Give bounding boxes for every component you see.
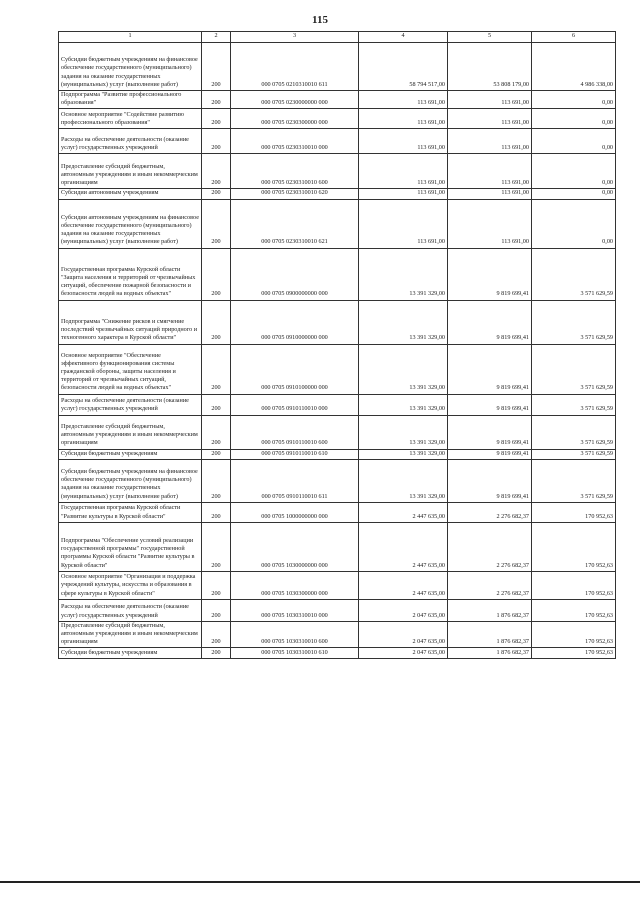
approved-amount-text: 13 391 329,00	[409, 492, 445, 500]
unexecuted-amount	[532, 459, 616, 502]
row-name-cell	[59, 199, 202, 248]
row-name-cell	[59, 300, 202, 344]
row-name-cell	[59, 109, 202, 129]
budget-classification-code-text: 000 0705 1030300000 000	[261, 589, 328, 597]
approved-amount	[359, 502, 448, 522]
row-code-cell-text: 200	[211, 334, 221, 342]
row-code-cell	[202, 394, 231, 415]
row-name-cell	[59, 571, 202, 599]
executed-amount	[448, 344, 532, 394]
budget-classification-code	[231, 522, 359, 571]
table-row	[59, 648, 616, 659]
executed-amount	[448, 43, 532, 91]
row-code-cell	[202, 449, 231, 459]
budget-classification-code-text: 000 0705 1030310010 600	[261, 638, 328, 646]
row-name-cell	[59, 415, 202, 449]
approved-amount	[359, 648, 448, 659]
approved-amount-text: 13 391 329,00	[409, 449, 445, 457]
executed-amount-text: 1 876 682,37	[496, 611, 529, 619]
budget-classification-code-text: 000 0705 0910110010 000	[261, 405, 328, 413]
executed-amount	[448, 648, 532, 659]
row-name-cell	[59, 621, 202, 648]
budget-classification-code-text: 000 0705 0230310010 600	[261, 179, 328, 187]
table-row	[59, 129, 616, 154]
budget-classification-code-text: 000 0705 0210310010 611	[261, 80, 328, 88]
unexecuted-amount-text: 4 986 338,00	[580, 80, 613, 88]
unexecuted-amount-text: 170 952,63	[585, 638, 613, 646]
executed-amount	[448, 248, 532, 300]
unexecuted-amount	[532, 129, 616, 154]
column-header: 1	[59, 32, 202, 43]
budget-classification-code	[231, 43, 359, 91]
table-row	[59, 621, 616, 648]
unexecuted-amount	[532, 91, 616, 109]
budget-classification-code	[231, 199, 359, 248]
approved-amount-text: 113 691,00	[417, 238, 445, 246]
row-code-cell	[202, 109, 231, 129]
column-header: 3	[231, 32, 359, 43]
approved-amount-text: 113 691,00	[417, 144, 445, 152]
approved-amount-text: 113 691,00	[417, 99, 445, 107]
page-bottom-rule	[0, 881, 640, 883]
row-code-cell	[202, 154, 231, 189]
table-row	[59, 154, 616, 189]
row-name-cell-text: Основное мероприятие "Обеспечение эффективного функционирования системы гражданской обороны, защиты населения и территорий от чрезвычайных ситуаций, безопасности людей на водных объектах"	[61, 351, 176, 392]
approved-amount-text: 58 794 517,00	[409, 80, 445, 88]
budget-classification-code	[231, 502, 359, 522]
unexecuted-amount	[532, 109, 616, 129]
row-code-cell	[202, 91, 231, 109]
row-code-cell-text: 200	[211, 80, 221, 88]
row-code-cell	[202, 621, 231, 648]
row-code-cell-text: 200	[211, 189, 221, 197]
approved-amount-text: 113 691,00	[417, 189, 445, 197]
row-name-cell-text: Подпрограмма "Снижение рисков и смягчение последствий чрезвычайных ситуаций природного и техногенного характера в Курской области"	[61, 318, 198, 342]
budget-classification-code	[231, 394, 359, 415]
unexecuted-amount-text: 0,00	[602, 189, 613, 197]
table-row	[59, 109, 616, 129]
table-row	[59, 415, 616, 449]
row-name-cell-text: Субсидии бюджетным учреждениям на финансовое обеспечение государственного (муниципального) задания на оказание государственных (муниципальных) услуг (выполнение работ)	[61, 468, 198, 500]
executed-amount-text: 9 819 699,41	[496, 449, 529, 457]
table-row	[59, 502, 616, 522]
unexecuted-amount	[532, 248, 616, 300]
approved-amount-text: 2 047 635,00	[412, 611, 445, 619]
row-name-cell	[59, 449, 202, 459]
row-code-cell-text: 200	[211, 439, 221, 447]
table-row	[59, 571, 616, 599]
row-name-cell-text: Подпрограмма "Обеспечение условий реализации государственной программы" государственной программы Курской области "Развитие культуры в Курской области"	[61, 537, 195, 569]
executed-amount-text: 2 276 682,37	[496, 512, 529, 520]
row-name-cell-text: Субсидии бюджетным учреждениям	[61, 449, 158, 457]
unexecuted-amount-text: 0,00	[602, 144, 613, 152]
executed-amount-text: 9 819 699,41	[496, 290, 529, 298]
unexecuted-amount	[532, 43, 616, 91]
approved-amount	[359, 449, 448, 459]
row-name-cell	[59, 459, 202, 502]
executed-amount-text: 9 819 699,41	[496, 492, 529, 500]
row-code-cell	[202, 199, 231, 248]
executed-amount-text: 9 819 699,41	[496, 384, 529, 392]
row-name-cell-text: Предоставление субсидий бюджетным, автономным учреждениям и иным некоммерческим организациям	[61, 423, 198, 447]
table-row	[59, 522, 616, 571]
executed-amount	[448, 571, 532, 599]
executed-amount-text: 113 691,00	[501, 119, 529, 127]
row-name-cell-text: Государственная программа Курской области "Развитие культуры в Курской области"	[61, 504, 181, 520]
row-name-cell-text: Государственная программа Курской области "Защита населения и территорий от чрезвычайных ситуаций, обеспечение пожарной безопасности и безопасности людей на водных объектах"	[61, 265, 196, 298]
row-name-cell	[59, 129, 202, 154]
unexecuted-amount	[532, 599, 616, 621]
row-name-cell-text: Расходы на обеспечение деятельности (оказание услуг) государственных учреждений	[61, 136, 189, 152]
approved-amount-text: 113 691,00	[417, 179, 445, 187]
row-name-cell	[59, 248, 202, 300]
executed-amount-text: 2 276 682,37	[496, 589, 529, 597]
executed-amount	[448, 394, 532, 415]
table-row	[59, 199, 616, 248]
column-header: 6	[532, 32, 616, 43]
row-code-cell-text: 200	[211, 492, 221, 500]
unexecuted-amount	[532, 300, 616, 344]
unexecuted-amount-text: 3 571 629,59	[580, 405, 613, 413]
executed-amount	[448, 449, 532, 459]
row-code-cell	[202, 502, 231, 522]
approved-amount	[359, 621, 448, 648]
approved-amount	[359, 599, 448, 621]
column-header: 2	[202, 32, 231, 43]
row-name-cell-text: Расходы на обеспечение деятельности (оказание услуг) государственных учреждений	[61, 397, 189, 413]
approved-amount-text: 2 447 635,00	[412, 561, 445, 569]
budget-classification-code	[231, 189, 359, 199]
table-header-row	[59, 32, 616, 43]
budget-classification-code	[231, 344, 359, 394]
budget-classification-code	[231, 248, 359, 300]
row-code-cell	[202, 300, 231, 344]
unexecuted-amount	[532, 621, 616, 648]
row-code-cell	[202, 571, 231, 599]
budget-classification-code	[231, 621, 359, 648]
row-code-cell-text: 200	[211, 512, 221, 520]
executed-amount	[448, 199, 532, 248]
table-row	[59, 248, 616, 300]
unexecuted-amount-text: 3 571 629,59	[580, 439, 613, 447]
executed-amount-text: 9 819 699,41	[496, 334, 529, 342]
approved-amount	[359, 459, 448, 502]
row-code-cell-text: 200	[211, 405, 221, 413]
unexecuted-amount-text: 3 571 629,59	[580, 290, 613, 298]
row-code-cell-text: 200	[211, 144, 221, 152]
unexecuted-amount	[532, 449, 616, 459]
budget-classification-code	[231, 599, 359, 621]
unexecuted-amount	[532, 154, 616, 189]
approved-amount	[359, 129, 448, 154]
row-name-cell	[59, 502, 202, 522]
unexecuted-amount	[532, 648, 616, 659]
budget-classification-code	[231, 154, 359, 189]
approved-amount-text: 2 047 635,00	[412, 638, 445, 646]
budget-classification-code-text: 000 0705 0230300000 000	[261, 119, 328, 127]
row-code-cell-text: 200	[211, 290, 221, 298]
row-code-cell-text: 200	[211, 638, 221, 646]
unexecuted-amount-text: 3 571 629,59	[580, 449, 613, 457]
row-name-cell	[59, 154, 202, 189]
approved-amount	[359, 199, 448, 248]
approved-amount	[359, 522, 448, 571]
row-name-cell-text: Подпрограмма "Развитие профессионального образования"	[61, 91, 182, 107]
row-name-cell-text: Субсидии бюджетным учреждениям	[61, 649, 158, 657]
executed-amount-text: 113 691,00	[501, 189, 529, 197]
executed-amount	[448, 599, 532, 621]
executed-amount	[448, 129, 532, 154]
unexecuted-amount	[532, 502, 616, 522]
row-code-cell-text: 200	[211, 561, 221, 569]
executed-amount	[448, 189, 532, 199]
approved-amount-text: 2 447 635,00	[412, 589, 445, 597]
budget-classification-code	[231, 300, 359, 344]
unexecuted-amount-text: 170 952,63	[585, 512, 613, 520]
budget-classification-code-text: 000 0705 0910110010 610	[261, 449, 328, 457]
approved-amount-text: 13 391 329,00	[409, 439, 445, 447]
row-name-cell	[59, 43, 202, 91]
table-row	[59, 459, 616, 502]
budget-classification-code-text: 000 0705 0230310010 000	[261, 144, 328, 152]
budget-classification-code	[231, 571, 359, 599]
budget-classification-code-text: 000 0705 0910000000 000	[261, 334, 328, 342]
unexecuted-amount-text: 3 571 629,59	[580, 334, 613, 342]
budget-classification-code	[231, 459, 359, 502]
unexecuted-amount-text: 3 571 629,59	[580, 384, 613, 392]
executed-amount-text: 113 691,00	[501, 144, 529, 152]
budget-classification-code	[231, 415, 359, 449]
approved-amount	[359, 300, 448, 344]
approved-amount	[359, 415, 448, 449]
budget-classification-code-text: 000 0705 1030310010 610	[261, 649, 328, 657]
row-name-cell-text: Основное мероприятие "Содействие развитию профессионального образования"	[61, 111, 184, 127]
row-name-cell	[59, 648, 202, 659]
approved-amount	[359, 248, 448, 300]
table-body	[59, 43, 616, 659]
approved-amount	[359, 91, 448, 109]
budget-execution-table	[58, 31, 616, 659]
row-name-cell	[59, 522, 202, 571]
row-code-cell-text: 200	[211, 238, 221, 246]
executed-amount-text: 113 691,00	[501, 179, 529, 187]
executed-amount-text: 1 876 682,37	[496, 638, 529, 646]
table-row	[59, 91, 616, 109]
row-name-cell	[59, 189, 202, 199]
unexecuted-amount-text: 0,00	[602, 119, 613, 127]
approved-amount	[359, 571, 448, 599]
executed-amount-text: 1 876 682,37	[496, 649, 529, 657]
table-row	[59, 189, 616, 199]
approved-amount	[359, 109, 448, 129]
row-name-cell-text: Основное мероприятие "Организация и поддержка учреждений культуры, искусства и образования в сфере культуры в Курской области"	[61, 573, 196, 597]
table-row	[59, 43, 616, 91]
row-name-cell-text: Субсидии бюджетным учреждениям на финансовое обеспечение государственного (муниципального) задания на оказание государственных (муниципальных) услуг (выполнение работ)	[61, 56, 198, 88]
budget-classification-code-text: 000 0705 1000000000 000	[261, 512, 328, 520]
executed-amount-text: 9 819 699,41	[496, 439, 529, 447]
row-name-cell-text: Субсидии автономным учреждениям	[61, 189, 159, 197]
row-code-cell	[202, 43, 231, 91]
executed-amount-text: 2 276 682,37	[496, 561, 529, 569]
unexecuted-amount-text: 170 952,63	[585, 649, 613, 657]
row-code-cell	[202, 459, 231, 502]
unexecuted-amount-text: 170 952,63	[585, 589, 613, 597]
row-code-cell-text: 200	[211, 589, 221, 597]
approved-amount-text: 2 447 635,00	[412, 512, 445, 520]
approved-amount-text: 13 391 329,00	[409, 290, 445, 298]
row-name-cell-text: Субсидии автономным учреждениям на финансовое обеспечение государственного (муниципального) задания на оказание государственных (муниципальных) услуг (выполнение работ)	[61, 213, 199, 246]
approved-amount	[359, 43, 448, 91]
unexecuted-amount	[532, 522, 616, 571]
row-code-cell	[202, 344, 231, 394]
table-row	[59, 599, 616, 621]
page-number: 115	[312, 14, 328, 26]
unexecuted-amount	[532, 189, 616, 199]
executed-amount-text: 53 808 179,00	[493, 80, 529, 88]
budget-classification-code-text: 000 0705 1030310010 000	[261, 611, 328, 619]
row-code-cell	[202, 415, 231, 449]
unexecuted-amount-text: 3 571 629,59	[580, 492, 613, 500]
column-header: 4	[359, 32, 448, 43]
executed-amount-text: 113 691,00	[501, 99, 529, 107]
row-name-cell	[59, 91, 202, 109]
row-name-cell-text: Расходы на обеспечение деятельности (оказание услуг) государственных учреждений	[61, 603, 189, 619]
executed-amount	[448, 502, 532, 522]
row-code-cell-text: 200	[211, 179, 221, 187]
row-code-cell-text: 200	[211, 99, 221, 107]
unexecuted-amount-text: 170 952,63	[585, 611, 613, 619]
row-code-cell	[202, 129, 231, 154]
executed-amount	[448, 154, 532, 189]
table-row	[59, 394, 616, 415]
row-code-cell-text: 200	[211, 611, 221, 619]
column-header: 5	[448, 32, 532, 43]
executed-amount-text: 113 691,00	[501, 238, 529, 246]
executed-amount	[448, 91, 532, 109]
row-code-cell	[202, 599, 231, 621]
approved-amount	[359, 189, 448, 199]
row-code-cell	[202, 648, 231, 659]
budget-classification-code-text: 000 0705 0230310010 620	[261, 189, 328, 197]
budget-classification-code	[231, 91, 359, 109]
executed-amount-text: 9 819 699,41	[496, 405, 529, 413]
budget-classification-code	[231, 129, 359, 154]
row-code-cell	[202, 522, 231, 571]
budget-classification-code-text: 000 0705 1030000000 000	[261, 561, 328, 569]
row-code-cell	[202, 189, 231, 199]
executed-amount	[448, 109, 532, 129]
unexecuted-amount-text: 0,00	[602, 179, 613, 187]
approved-amount-text: 13 391 329,00	[409, 334, 445, 342]
budget-classification-code	[231, 109, 359, 129]
unexecuted-amount	[532, 344, 616, 394]
approved-amount-text: 2 047 635,00	[412, 649, 445, 657]
executed-amount	[448, 459, 532, 502]
executed-amount	[448, 522, 532, 571]
budget-classification-code-text: 000 0705 0900000000 000	[261, 290, 328, 298]
budget-classification-code-text: 000 0705 0910100000 000	[261, 384, 328, 392]
budget-classification-code-text: 000 0705 0910110010 600	[261, 439, 328, 447]
row-code-cell-text: 200	[211, 119, 221, 127]
row-code-cell-text: 200	[211, 384, 221, 392]
approved-amount-text: 13 391 329,00	[409, 384, 445, 392]
unexecuted-amount-text: 0,00	[602, 238, 613, 246]
approved-amount	[359, 394, 448, 415]
row-code-cell-text: 200	[211, 649, 221, 657]
budget-classification-code-text: 000 0705 0230000000 000	[261, 99, 328, 107]
budget-classification-code-text: 000 0705 0230310010 621	[261, 238, 328, 246]
budget-classification-code	[231, 648, 359, 659]
executed-amount	[448, 300, 532, 344]
row-name-cell	[59, 344, 202, 394]
unexecuted-amount	[532, 199, 616, 248]
unexecuted-amount-text: 170 952,63	[585, 561, 613, 569]
unexecuted-amount	[532, 394, 616, 415]
approved-amount-text: 113 691,00	[417, 119, 445, 127]
row-code-cell-text: 200	[211, 449, 221, 457]
row-name-cell	[59, 599, 202, 621]
budget-classification-code-text: 000 0705 0910110010 611	[261, 492, 328, 500]
unexecuted-amount-text: 0,00	[602, 99, 613, 107]
executed-amount	[448, 415, 532, 449]
unexecuted-amount	[532, 415, 616, 449]
executed-amount	[448, 621, 532, 648]
row-name-cell-text: Предоставление субсидий бюджетным, автономным учреждениям и иным некоммерческим организациям	[61, 621, 198, 646]
budget-classification-code	[231, 449, 359, 459]
table-row	[59, 344, 616, 394]
approved-amount	[359, 154, 448, 189]
row-name-cell	[59, 394, 202, 415]
table-row	[59, 300, 616, 344]
table-row	[59, 449, 616, 459]
unexecuted-amount	[532, 571, 616, 599]
approved-amount	[359, 344, 448, 394]
row-code-cell	[202, 248, 231, 300]
row-name-cell-text: Предоставление субсидий бюджетным, автономным учреждениям и иным некоммерческим организациям	[61, 162, 198, 187]
approved-amount-text: 13 391 329,00	[409, 405, 445, 413]
